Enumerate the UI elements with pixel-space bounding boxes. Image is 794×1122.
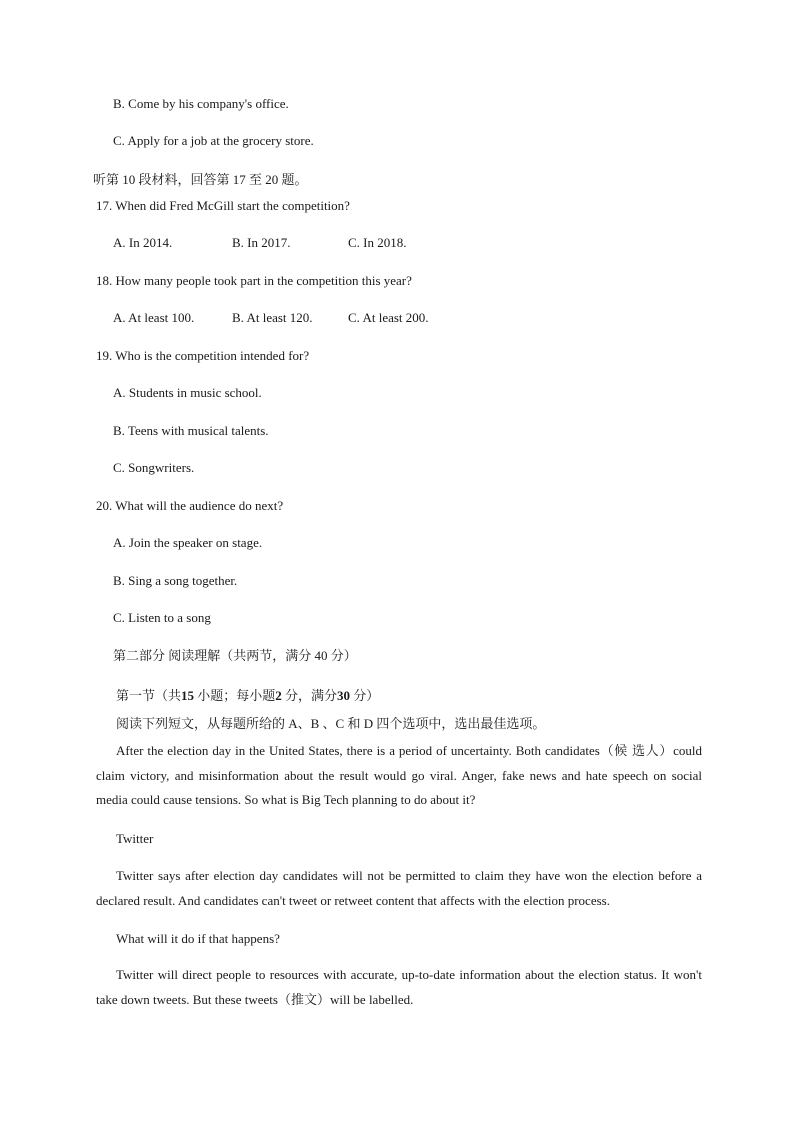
passage-paragraph-3-text: Twitter will direct people to resources with accurate, up-to-date information about the election status. It won't take down tweets. But these tweets（推文）will be labelled. [96, 967, 702, 1007]
section1-text-mid1: 小题；每小题 [194, 688, 276, 703]
option-20a: A. Join the speaker on stage. [113, 535, 263, 550]
passage-paragraph-2 [96, 864, 702, 913]
part2-heading: 第二部分 阅读理解（共两节，满分 40 分） [113, 648, 357, 663]
option-17a: A. In 2014. [113, 235, 173, 250]
section1-count: 15 [181, 688, 195, 703]
option-18c: C. At least 200. [348, 310, 429, 325]
option-20b: B. Sing a song together. [113, 573, 238, 588]
section1-text-pre: 第一节（共 [116, 688, 182, 703]
section1-text-post: 分） [350, 688, 380, 703]
question-19: 19. Who is the competition intended for? [96, 348, 310, 363]
option-17b: B. In 2017. [232, 235, 291, 250]
option-19b: B. Teens with musical talents. [113, 423, 269, 438]
option-19a: A. Students in music school. [113, 385, 262, 400]
option-20c: C. Listen to a song [113, 610, 211, 625]
option-18b: B. At least 120. [232, 310, 313, 325]
question-20: 20. What will the audience do next? [96, 498, 284, 513]
option-18a: A. At least 100. [113, 310, 195, 325]
option-16c: C. Apply for a job at the grocery store. [113, 133, 314, 148]
section1-heading [116, 688, 379, 704]
passage-heading-twitter: Twitter [116, 831, 154, 846]
passage-paragraph-1 [96, 739, 702, 813]
question-18: 18. How many people took part in the competition this year? [96, 273, 412, 288]
passage-paragraph-3 [96, 963, 702, 1012]
passage-heading-what: What will it do if that happens? [116, 931, 280, 946]
section1-text-mid2: 分，满分 [281, 688, 338, 703]
passage-paragraph-1-text: After the election day in the United States, there is a period of uncertainty. Both candidates（候 选人）could claim victory, and misinformation about the result would go viral. Anger, fake news and hate speech on social media could cause tensions. So what is Big Tech planning to do about it? [96, 743, 702, 807]
option-16b: B. Come by his company's office. [113, 96, 289, 111]
option-19c: C. Songwriters. [113, 460, 195, 475]
question-17: 17. When did Fred McGill start the competition? [96, 198, 350, 213]
option-17c: C. In 2018. [348, 235, 407, 250]
passage-paragraph-2-text: Twitter says after election day candidates will not be permitted to claim they have won the election before a declared result. And candidates can't tweet or retweet content that affects with the election process. [96, 868, 702, 908]
instructions: 阅读下列短文，从每题所给的 A、B 、C 和 D 四个选项中，选出最佳选项。 [116, 716, 546, 731]
section-intro: 听第 10 段材料，回答第 17 至 20 题。 [93, 172, 308, 187]
section1-total: 30 [337, 688, 351, 703]
section1-each: 2 [275, 688, 282, 703]
